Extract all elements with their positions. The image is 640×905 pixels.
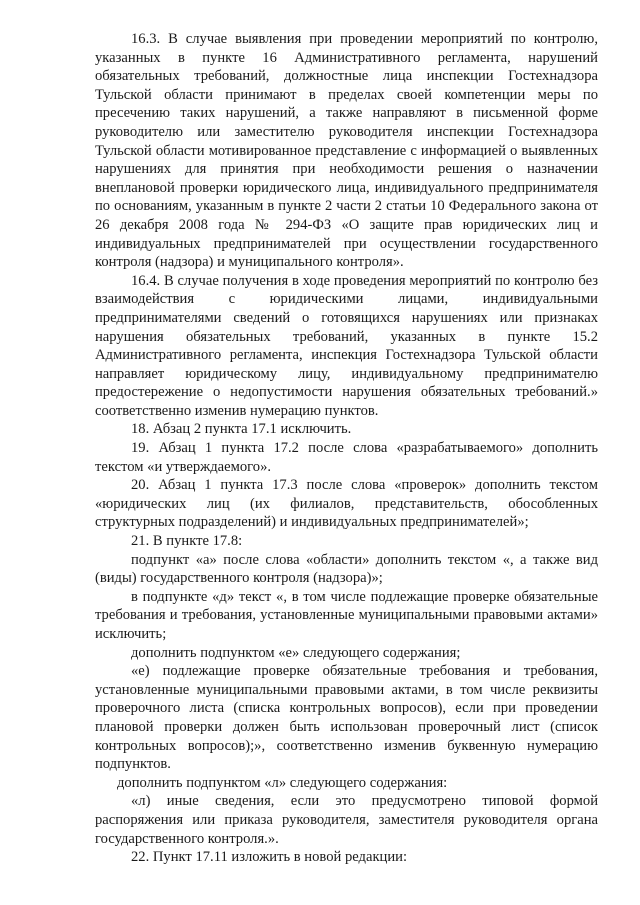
item-18: 18. Абзац 2 пункта 17.1 исключить. (131, 421, 352, 438)
subpoint-e-text: «е) подлежащие проверке обязательные требования и требования, установленные муниципальными правовыми актами, в том числе реквизиты проверочного листа (списка контрольных вопросов), если при проведении плановой проверки должен быть использован проверочный лист (список контрольных вопросов);», соответственно изменив буквенную нумерацию подпунктов. (95, 663, 598, 773)
paragraph-16-3: 16.3. В случае выявления при проведении мероприятий по контролю, указанных в пункте 16 Административного регламента, нарушений обязательных требований, должностные лица инспекции Гостехнадзора Тульской области принимают в пределах своей компетенции меры по пресечению таких нарушений, а также направляют в письменной форме руководителю или заместителю руководителя инспекции Гостехнадзора Тульской области мотивированное представление с информацией о выявленных нарушениях для принятия при необходимости решения о назначении внеплановой проверки юридического лица, индивидуального предпринимателя по основаниям, указанным в пункте 2 части 2 статьи 10 Федерального закона от 26 декабря 2008 года № 294-ФЗ «О защите прав юридических лиц и индивидуальных предпринимателей при осуществлении государственного контроля (надзора) и муниципального контроля». (95, 31, 598, 271)
item-21-add-subpoint-e: дополнить подпунктом «е» следующего содержания; (131, 644, 461, 661)
item-19: 19. Абзац 1 пункта 17.2 после слова «разрабатываемого» дополнить текстом «и утверждаемого». (95, 440, 598, 475)
item-21: 21. В пункте 17.8: (131, 533, 243, 550)
item-22: 22. Пункт 17.11 изложить в новой редакции: (131, 849, 408, 866)
subpoint-l-text: «л) иные сведения, если это предусмотрено типовой формой распоряжения или приказа руководителя, заместителя руководителя органа государственного контроля.». (95, 793, 598, 847)
item-21-subpoint-a: подпункт «а» после слова «области» дополнить текстом «, а также вид (виды) государственного контроля (надзора)»; (95, 551, 598, 587)
item-21-add-subpoint-l: дополнить подпунктом «л» следующего содержания: (117, 774, 448, 791)
item-21-subpoint-d: в подпункте «д» текст «, в том числе подлежащие проверке обязательные требования и требования, установленные муниципальными правовыми актами» исключить; (95, 588, 598, 642)
item-20: 20. Абзац 1 пункта 17.3 после слова «проверок» дополнить текстом «юридических лиц (их филиалов, представительств, обособленных структурных подразделений) и индивидуальных предпринимателей»; (95, 477, 598, 531)
paragraph-16-4: 16.4. В случае получения в ходе проведения мероприятий по контролю без взаимодействия с юридическими лицами, индивидуальными предпринимателями сведений о готовящихся нарушениях или признаках нарушения обязательных требований, указанных в пункте 15.2 Административного регламента, инспекция Гостехнадзора Тульской области направляет юридическому лицу, индивидуальному предпринимателю предостережение о недопустимости нарушения обязательных требований.» соответственно изменив нумерацию пунктов. (95, 272, 598, 419)
